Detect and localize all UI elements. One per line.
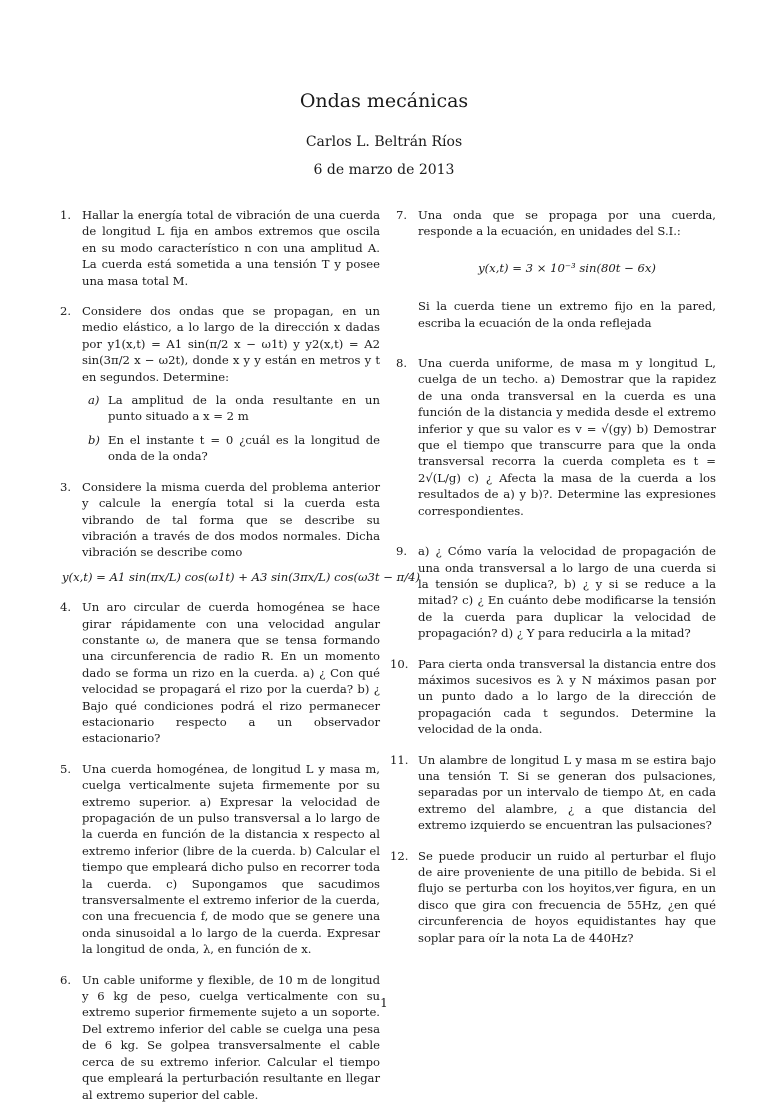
problem-number: 2.	[60, 304, 72, 319]
subquestion-text: En el instante t = 0 ¿cuál es la longitud de onda de la onda?	[108, 432, 380, 464]
problem-text: Considere dos ondas que se propagan, en un medio elástico, a lo largo de la dirección x dadas por y1(x,t) = A1 sin(π/2 x − ω1t) y y2(x,t) = A2 sin(3π/2 x − ω2t), donde x y y están en metros y t en segundos. Determine:	[82, 304, 380, 384]
problem-item	[390, 656, 716, 738]
problem-text: Se puede producir un ruido al perturbar el flujo de aire proveniente de una pitillo de bebida. Si el flujo se perturba con los hoyitos,ver figura, en un disco que gira con frecuencia de 55Hz, ¿en qué circunferencia de hoyos equidistantes hay que soplar para oír la nota La de 440Hz?	[418, 848, 716, 945]
problem-text-after: Si la cuerda tiene un extremo fijo en la pared, escriba la ecuación de la onda reflejada	[418, 299, 716, 330]
problem-item	[396, 355, 716, 519]
problem-number: 9.	[396, 544, 408, 559]
problem-text: Un aro circular de cuerda homogénea se hace girar rápidamente con una velocidad angular constante ω, de manera que se tensa formando una circunferencia de radio R. En un momento dado se forma un rizo en la cuerda. a) ¿ Con qué velocidad se propagará el rizo por la cuerda? b) ¿ Bajo qué condiciones podrá el rizo permanecer estacionario respecto a un observador estacionario?	[82, 600, 380, 746]
problem-item	[390, 752, 716, 834]
subquestion	[82, 392, 380, 425]
problem-text: Un alambre de longitud L y masa m se estira bajo una tensión T. Si se generan dos pulsaciones, separadas por un intervalo de tiempo Δt, en cada extremo del alambre, ¿ a que distancia del extremo izquierdo se encuentran las pulsaciones?	[418, 752, 716, 833]
problem-text: Un cable uniforme y flexible, de 10 m de longitud y 6 kg de peso, cuelga verticalmente con su extremo superior firmemente sujeto a un soporte. Del extremo inferior del cable se cuelga una pesa de 6 kg. Se golpea transversalmente el cable cerca de su extremo inferior. Calcular el tiempo que empleará la perturbación resultante en llegar al extremo superior del cable.	[82, 972, 380, 1102]
subquestion-label: a)	[88, 393, 100, 408]
problem-item	[396, 543, 716, 641]
problem-number: 8.	[396, 356, 408, 371]
problem-item	[396, 207, 716, 331]
problem-number: 11.	[390, 752, 409, 767]
problem-text: a) ¿ Cómo varía la velocidad de propagación de una onda transversal a lo largo de una cuerda si la tensión se duplica?, b) ¿ y si se reduce a la mitad? c) ¿ En cuánto debe modificarse la tensión de la cuerda para duplicar la velocidad de propagación? d) ¿ Y para reducirla a la mitad?	[418, 544, 716, 641]
problem-text: Una onda que se propaga por una cuerda, responde a la ecuación, en unidades del S.I.:	[418, 208, 716, 239]
problem-number: 3.	[60, 479, 72, 494]
problem-number: 10.	[390, 656, 409, 671]
subquestion-text: La amplitud de la onda resultante en un punto situado a x = 2 m	[108, 393, 380, 424]
problem-item	[390, 848, 716, 946]
page-number: 1	[380, 996, 388, 1010]
problem-number: 6.	[60, 972, 72, 987]
problem-item	[60, 207, 380, 289]
subquestion	[82, 432, 380, 465]
problem-number: 1.	[60, 208, 72, 222]
problem-number: 7.	[396, 208, 408, 222]
equation: y(x,t) = A1 sin(πx/L) cos(ω1t) + A3 sin(3πx/L) cos(ω3t − π/4)	[62, 569, 421, 584]
problem-item	[60, 761, 380, 958]
problem-item	[60, 972, 380, 1103]
problem-number: 4.	[60, 600, 72, 615]
problem-item	[60, 303, 380, 465]
document-date: 6 de marzo de 2013	[313, 162, 455, 178]
equation: y(x,t) = 3 × 10⁻³ sin(80t − 6x)	[478, 260, 656, 275]
right-column	[390, 207, 716, 960]
problem-number: 12.	[390, 848, 409, 863]
problem-text: Una cuerda uniforme, de masa m y longitud L, cuelga de un techo. a) Demostrar que la rapidez de una onda transversal en la cuerda es una función de la distancia y medida desde el extremo inferior y que su valor es v = √(gy) b) Demostrar que el tiempo que transcurre para que la onda transversal recorra la cuerda completa es t = 2√(L/g) c) ¿ Afecta la masa de la cuerda a los resultados de a) y b)?. Determine las expresiones correspondientes.	[418, 356, 716, 518]
problem-text: Hallar la energía total de vibración de una cuerda de longitud L fija en ambos extremos que oscila en su modo característico n con una amplitud A. La cuerda está sometida a una tensión T y posee una masa total M.	[82, 208, 380, 288]
problem-number: 5.	[60, 761, 72, 776]
problem-item	[60, 479, 421, 585]
problem-text: Para cierta onda transversal la distancia entre dos máximos sucesivos es λ y N máximos pasan por un punto dado a lo largo de la dirección de propagación cada t segundos. Determine la velocidad de la onda.	[418, 656, 716, 737]
document-title: Ondas mecánicas	[299, 90, 469, 112]
problem-text: Una cuerda homogénea, de longitud L y masa m, cuelga verticalmente sujeta firmemente por su extremo superior. a) Expresar la velocidad de propagación de un pulso transversal a lo largo de la cuerda en función de la distancia x respecto al extremo inferior (libre de la cuerda. b) Calcular el tiempo que empleará dicho pulso en recorrer toda la cuerda. c) Supongamos que sacudimos transversalmente el extremo inferior de la cuerda, con una frecuencia f, de modo que se genere una onda sinusoidal a lo largo de la cuerda. Expresar la longitud de onda, λ, en función de x.	[82, 761, 380, 957]
subquestion-label: b)	[88, 432, 100, 447]
problem-text: Considere la misma cuerda del problema anterior y calcule la energía total si la cuerda esta vibrando de tal forma que se describe su vibración a través de dos modos normales. Dicha vibración se describe como	[82, 479, 380, 560]
document-author: Carlos L. Beltrán Ríos	[305, 134, 463, 150]
problem-item	[60, 599, 380, 747]
